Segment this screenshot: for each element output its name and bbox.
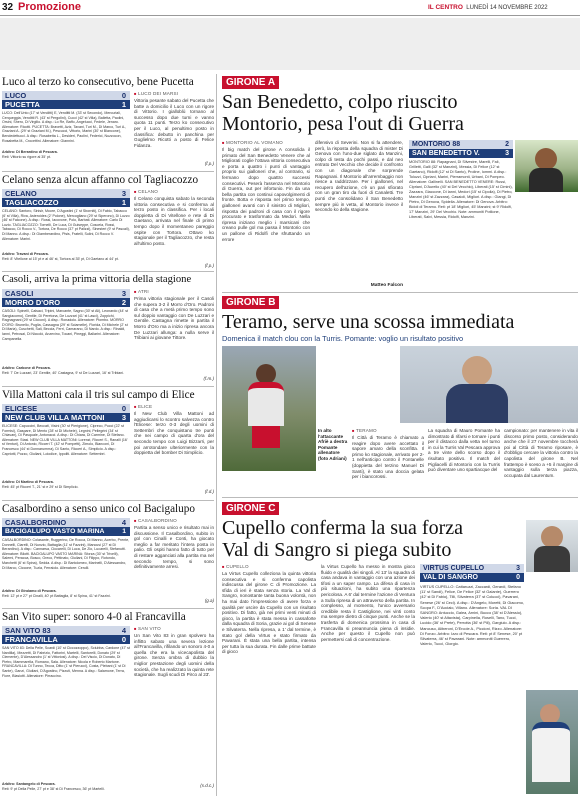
scoreboard-away: PUCETTA 1 — [2, 100, 130, 109]
publication-info: IL CENTRO LUNEDÌ 14 NOVEMBRE 2022 — [428, 4, 548, 11]
top-banner-ad — [0, 18, 580, 70]
author-sign: (s.d.c.) — [200, 783, 214, 788]
author-sign: Matteo Falcon — [370, 283, 403, 288]
article-title: San Vito super: sonoro 4-0 al Francavilla — [2, 611, 186, 623]
referee: Arbitro: Carbone di Pescara. — [2, 366, 51, 370]
formations: VIRTUS CUPELLO: Cattaruzzi, Zaccardi, Gerardi, Stefano (11' st Sandi), Felice, De Felice (32' st Galante), Guerrero (42' st Di Fabio), Tilli, Silvaterra (37' st Colucci), Pavarani, Senese (26' st Ceci). A disp.: D'Angelo, Moretti, Di Giacomo, Scopa F., D'Acciaio, Villano. Allenatore: Soria. VAL DI SANGRO: Antuccio, Galea, Arnini, Bucco (38' st D'Alessio), Valerio (40' st Altavista), Carpinella, Roselli, Tano, Tucci, Lucido (36' st Prete), Perrotta (36' st Pili), Gargiulo. A disp.: Mancuso, Aliberoni, D'Ercole A., Piccioni, Rizzo. Allenatore: Di Fonzo. Arbitro: Izzo di Pescara. Reti: pt 8' Senese, 20' pt Silvaterra, 46' st Pavarani. Note: ammoniti Guerrero, Valerio, Tucci, Giorgio. — [420, 584, 524, 647]
scoreboard-away: VAL DI SANGRO 0 — [420, 573, 524, 582]
author-sign: (f.p.) — [204, 161, 214, 166]
photo-caption: In alto l'attaccante Afriè a destra Pomante allenatore (foto Adriani) — [318, 428, 348, 461]
referee: Arbitro: Travani di Pescara. — [2, 252, 49, 256]
player-photo — [515, 140, 578, 192]
referee: Arbitro: Di Berardino di Pescara. — [2, 150, 58, 154]
goals: Reti: Vittorio su rigore al 35' pt. — [2, 155, 51, 159]
dateline: ■ LUCO DEI MARSI — [134, 91, 178, 96]
article-body-col-2: difensivo di Severini. Non si fa attendere, però, la risposta della squadra di mister Di Genova con l'uno-due siglato da Manzini, colpo di testa da pochi passi, e dal neo entrato Del Vecchio che decide il confronto con un diagonale che sorprende Rapagnani. Il Montorio all'arrembaggio non riesce a raddrizzare. Per i gialloneri, nel recupero dell'azione, c'è un pari sfiorato con un gran tiro da fuori di Canaletti. Tre punti che consolidano il San Benedetto sempre più in vetta, al Montorio invece il secondo ko della stagione. — [315, 140, 403, 213]
article-body: Partita a senso unico e risultato mai in discussione. Il Casalbordino, subito in gol con Cinalli e Conti, ha giocato meglio a far meritato l'intera posta in palio. Gli ospiti hanno fatto di tutto per di restare agganciati alla partita ma nel secondo tempo, si sono definitivamente arresi. — [134, 525, 214, 570]
dateline: ■ CUPELLO — [222, 564, 249, 569]
formations: MONTORIO 88: Rapagnani, Di Silvestre, Marelli, Falì, Grilletti, Galli (32' st Manzini), Messia, Di Felice (12' st Gaetano), Ridolfi (12' st Di Santo), Proline, Iommi. A disp.: Tolozzi, Cipriani, Marini, Pierramonti, Urbani, Di Pompeo. Allenatore: Gallinelli. SAN BENEDETTO VENERE: Russi, Cipriani, D'Aurelio (40' st Del Vecchio), Liberati (15' st Cimini), Zazzara, Giaccone, Di Ianni, Medori (15' st Cipolla), Di Pietro, Manzini (46' st Zazzara), Casaioli, Migliori. A disp.: Giangi, Di Pietro, Di Genova, Spidella. Allenatore: Di Genova. Arbitro: Bidoli di Teramo. Reti: pt 18' Migliori, 45' Manzini; st 9' Ridolfi, 17' Manzini, 29' Del Vecchio. Note: ammoniti Potilone, Liberati, Salvi, Messia, Ridolfi, Manzini. — [409, 160, 513, 219]
author-sign: (f.p.) — [204, 263, 214, 268]
scoreboard-away: SAN BENEDETTO V. 3 — [409, 149, 513, 158]
goals: Reti: 12' pt e 27' pt Cinalli, 40' pt Battaglia, 8' st Spina, 41' st Fazzini. — [2, 594, 111, 598]
article-title: Casoli, arriva la prima vittoria della stagione — [2, 274, 192, 285]
group-a-tag: GIRONE A — [222, 76, 279, 89]
article-body-col-3: campionato: per mantenere in vita il discorso primo posto, considerando anche che il 27 novembre toccherà poi al Città di Teramo riposare, è d'obbligo cercare la vittoria contro la capolista del girone B. Nel frattempo è sceso a +5 il margine di vantaggio sulla terza piazza, occupata dal Laurentum. — [504, 428, 578, 478]
formations: ELICESE: Capuccini, Beccati, Visini (30' st Pierigione), Cipreco, Pucci (22' st Formisi), Gaspare, Di Mento (28' st Di Michele), Legnini, Pellegrini (34' st Chiavan), Di Pasquale, Antonacci. A disp.: Di Chiara, Di Carmine, Di Stefano. Allenatore: Stasi. NEW CLUB VILLA MATTONI: Lorenzi, Ricceri S., Ranalli (16' st Venturi), Di Antonio, Ricceri T. (42' st Pompetti), Zimolo, Bianconi, Di Francesco (44' st Donnarumma), Di Santo, Ricceri A., Simplicio. A disp.: Capriotti, Pozzo, Giuliani, Loiodice, Ippoliti. Allenatore: Settembri. — [2, 424, 128, 456]
referee: Arbitro: Di Martino di Pescara. — [2, 480, 54, 484]
page-number: 32 — [2, 2, 14, 13]
headline-line-1: San Benedetto, colpo riuscito — [222, 91, 458, 113]
author-sign: (g.a) — [204, 598, 214, 603]
headline: Teramo, serve una scossa immediata — [222, 311, 515, 333]
article-body-col-2: la Virtus Cupello ha messo in mostra gioco fluido e qualità dei singoli. Al 13' la squadra di casa andava in vantaggio con una azione dei tifosi a un saper campo. La difesa di casa in più situazioni, ha subito una ripartenza pericolosa. A 6' dal termine l'azione di Ventura a Sulla ripresa di un attraverso della partita. In complesso, al momento, l'unico avversario credibile resta il Castiglione, nei vinti conto ma sempre dietro di cinque punti. Anche se la trasferta di domenica prossima in casa di Francavilla si preannuncia piena di insidie. Anche per questo il Cupello non può permettersi cali di concentrazione. — [321, 564, 415, 642]
article-body: Un San Vito 83 in gran spolvero ha inflitto sabato una severa lezione all'Francavilla, rifilando un sonoro 4-0 a quella che era la vicecapolista del girone. Senza ombra di dubbio la miglior prestazione degli uomini della società, che ha realizzato la quinta rete stagionale. Sugli scudi Di Pirco al 23'. — [134, 633, 214, 678]
article-body: Il Celano conquista sabato la seconda vittoria consecutiva e si conferma al terzo posto in classifica. Per i locali doppietta di Di Vitellone e rete di Di Gaetano, arrivata nel finale di primo tempo dopo il momentaneo pareggio ospite con Tortora. Ottavo ko stagionale per il Tagliacozzo, che resta all'ultimo posto. — [134, 196, 214, 246]
scoreboard-home: ELICESE 0 — [2, 404, 130, 413]
coach-photo — [400, 346, 578, 423]
article-body-col-1: Il Città di Teramo è chiamato a reagire dopo avere accettato il sapore amaro della sconfitta. Il primo ko stagionale, arrivato per 2-1 nell'anticipo contro il Fontanelle (doppietta del terzino Manuel Di Santi), è stato una doccia gelata per i biancorossi. — [352, 435, 424, 480]
scoreboard-home: SAN VITO 83 4 — [2, 626, 130, 635]
scoreboard-home: CASOLI 3 — [2, 289, 130, 298]
dateline: ■ SAN VITO — [134, 626, 161, 631]
article-body: Vittoria pesante sabato del Pucetta che batte a domicilio il Luco con un rigore di Vittorio. I gialloblù tornano al successo dopo due turni e vanno quota 11 punti. Terzo ko consecutivo per il Luco, al penultimo posto in classifica: debutto in panchina per Guglielmo Ricotti a posto di Felice Fidanza. — [134, 98, 214, 148]
player-photo-2 — [526, 690, 578, 794]
scoreboard-away: BACIGALUPO VASTO MARINA 1 — [2, 527, 130, 536]
article-title: Villa Mattoni cala il tris sul campo di Elice — [2, 389, 195, 401]
formations: CELANO: Santoro, Sinisir, Moore, D'Agostini (1' st Sborniti), Di Fabio, Tabacco (6' st Villa), Riva, Asteroides (2' Polone), Mercogliano (29' st Siperono), Di Luzzo (46' st Falcone). A disp.: Rossi, Iacovone, Polo, Barbati. Allenatore: Carlo Di Luzio. TAGLIACOZZO: Tornelli, De Luca, Di Guiseppe, Cosceia, Rossi, Tabacco, Di Rocco V., Tortora, De Rocco (37' pt Palizzi), Sinesteri (9' st Pascali), Di Manno. A disp.: Di Giamberardino, Pisis, Fratelli, Sulini, Di Rocco V. Allenatore: Marini. — [2, 209, 130, 241]
goals: Reti: 8' Vitellone al 15' pt e al 46' st, Tortora al 35' pt, Di Gaetano al 44' pt. — [2, 257, 119, 261]
article-title: Luco al terzo ko consecutivo, bene Pucetta — [2, 76, 194, 88]
referee: Arbitro: Di Girolamo di Pescara. — [2, 589, 57, 593]
article-body-col-1: La Virtus Cupello colleziona la quinta vittoria consecutiva e si conferma capolista indiscussa del girone C di Promozione. La sfida di ieri è stata senza storia. La Val di Sangro, nonostante tanta buona volontà, non ha mai dato l'impressione di avere forza e qualità per uscire da Cupello con un risultato positivo. Di fatto, già nei primi venti minuti di gioco, la partita è stata messa in cassaforte dalla squadra di Soria, grazie ai gol di Senese e Silvaterra. Nella ripresa, a 1' dal termine, è stato gol della Virtus e stato firmato da Pavarani. È stata una bella partita, intensa per tutta la sua durata. Fin dalle prime battute di gioco — [222, 571, 316, 655]
formations: CASALBORDINO: Colasante, Ruggerino, De Rocca, Di Manno, Acerbo, Prente, Donnelli, Ciarelli, Di Nunzio, Battaglia (11' st Fazzini), Mancusi (27' st Di Berardino). A disp.: Cannarsa, Ciccarelli, Di Luca, De Zio, Lucarelli, Stefanutti. Allenatore: Bilotti. BACIGALUPO VASTO MARINA: Sforza (30' st Trivelli), Salerni, Peracca, Bosco, Greco, Pettinato, Giuliani, Di Filippo, Rotondo, Marchetti (6' st Spina), Sedda. A disp.: Di Bartolomeo, Marinelli, D'Alessandro, Di Marco, Ciccone, Tuzia, Ferraiolo. Allenatore: Cerulli. — [2, 538, 130, 570]
section-title: Promozione — [18, 1, 81, 13]
goals: Reti: 45' pt Ricceri T., 21' st e 29' st Di Simplicio. — [2, 485, 79, 489]
formations: CASOLI: Spinelli, Calsaci, Tripini, Marcante, Sagno (30' st Ali), Leonardo (44' st Sangiacomo), Gentile, Di Peretona, De Luzzari (41' st Lasci), Zoppichi, Ragnagnani (29' st Cicconi). A disp.: Ronadolo. Allenatore: Piombo. MORRO D'ORO: Brunello, Puglia, Cassagna (29' st Sciamelle), Florida, Di Michele (2' st Di Maria), Cuschetti, Sali, Beccia, Ferri, Camarano, Di Nardo. A disp.: Rinaldi, Ianni, Petrosai, Di Niccolò, Anzevino, Tocani, Pineggi, Ballarini. Allenatore: Campanella. — [2, 309, 129, 341]
scoreboard-away: FRANCAVILLA 0 — [2, 635, 130, 644]
dateline: ■ ATRI — [134, 289, 149, 294]
headline-line-2: Montorio, pesa l'out di Guerra — [222, 113, 464, 135]
scoreboard-home: MONTORIO 88 2 — [409, 140, 513, 149]
article-body: Il New Club Villa Mattoni ad aggiudicarsi lo scontro salvezza contro l'Elicese: terzo 0-3 degli uomini di Settembri che conquistano tre punti che nei campo di quarta d'ora del secondo tempo con Luigi Bizzarri, per poi arrotondare ulteriormente con la doppietta del bomber Di Simplicio. — [134, 411, 214, 456]
scoreboard-home: VIRTUS CUPELLO 3 — [420, 564, 524, 573]
dateline: ■ CELANO — [134, 189, 158, 194]
goals: Reti: 7' De Luzzari, 23' Gentile, 40' Castagna, 9' st De Luzzari, 16' st Tribiani. — [2, 371, 125, 375]
article-title: Casalbordino a senso unico col Bacigalupo — [2, 503, 195, 515]
scoreboard-away: NEW CLUB VILLA MATTONI 3 — [2, 413, 130, 422]
goals: Reti: 9' pt Della Pelle, 27' pt e 38' st Di Francesco, 36' pt Martelli. — [2, 787, 105, 791]
dateline: ■ TERAMO — [352, 428, 377, 433]
dateline: ■ CASALBORDINO — [134, 518, 177, 523]
article-body: Prima vittoria stagionale per il Casoli che supera 3-2 il Morro d'Oro. Padroni di casa che a metà primo tempo sono sul doppio vantaggio con De Luzzari e Gentile. Castagna rimette in partita il Morro d'Oro ma a inizio ripresa ancora De Luzzari allunga: a nulla serve il Tribiani ai giovane Tittore. — [134, 296, 214, 341]
author-sign: (f.d.) — [204, 489, 214, 494]
player-photo — [526, 520, 578, 572]
scoreboard-away: MORRO D'ORO 2 — [2, 298, 130, 307]
article-body-col-1: Il big match del girone A consolida il primato del San Benedetto Venere che al Migliorati coglie l'ottava vittoria consecutiva e porta a quattro i punti di vantaggio proprio sui gialloneri che, al contrario, si fermano dopo quattro successi consecutivi. Peserà l'assenza nel Montorio di Guerra, out per infortunio. Fin da una bella partita con continui capovolgimenti di fronte. Botta e risposta nel primo tempo, gialloneri avanti con il sinistro di Migliori, risposta dei padroni di casa con il rigore procurato e trasformato da Medori. Nella ripresa iniziano meglio i marsicani che creano pulle gol ma passa il Montorio con un pallone di Ridolfi che sfruttando un errore — [222, 147, 310, 242]
dateline: ■ MONTORIO AL VOMANO — [222, 140, 283, 145]
scoreboard-away: TAGLIACOZZO 1 — [2, 198, 130, 207]
article-title: Celano senza alcun affanno col Tagliacozzo — [2, 174, 199, 186]
group-b-tag: GIRONE B — [222, 296, 279, 309]
player-photo-afrie — [222, 346, 316, 471]
column-divider — [216, 74, 217, 796]
formations: LUCO: Dell'Unto (17' st Venditti) E, Venditti M. (33' st Secondo), Mercuriali, Cerqueggia, Venditti R. (43' st Pergolini), Cucci (42' st Villa), Balletta, Paolini, Orsini, Shero, Di Virgilio. A disp.: Lo Re, Baffo, Angelucci, Fedele, Jenaro. Allenatore: Ricotti. PUCETTA: Bravetti, Aziz, Tavani, Turi M., Di Marco, Turi A., Graziani A. (29' st Graziani M.), Pescucci, Vittorio, Marini (30' st Blancone), Bendedettucci. A disp.: Rosabetta L., Desideri, Paolini, Federici, Nuzzocon, Rosabetta M., Crocettini. Allenatore: Giannini. — [2, 111, 127, 143]
dateline: ■ ELICE — [134, 404, 152, 409]
scoreboard-home: LUCO 0 — [2, 91, 130, 100]
scoreboard-home: CELANO 3 — [2, 189, 130, 198]
headline-line-1: Cupello conferma la sua forza — [222, 517, 464, 539]
group-c-tag: GIRONE C — [222, 502, 279, 515]
scoreboard-home: CASALBORDINO 4 — [2, 518, 130, 527]
formations: SAN VITO 83: Della Pelle, Scardi (10' st Ciccozzoppo), Sciubba, Cardone (47' st Nardilla), Mezzetti, Di Fabrizio, Fattorini, Martelli, Santorelli, Donato (29' st Clemente), D'Alessandro (1' st Vittoriosi). A disp.: Del Viscio, Di Donato, Di Pietro, Mammarella, Romano, Sala. Allenatore: Nicola e Roberto Martone. FRANCAVILLA: Di Tunno, Tecca, Ditto (1' st Pierucci), Costa, Plebani (1' st Di Sante), Ganzì, Giuliani, D'Agostino, Pizzuti, Menna. A disp.: Salamone, Terra, Fiore, Blasiotti. Allenatore: Pirraccino. — [2, 646, 130, 678]
subheadline: Domenica il match clou con la Turris. Pomante: voglio un risultato positivo — [222, 334, 464, 343]
referee: Arbitro: Santangelo di Pescara. — [2, 782, 56, 786]
author-sign: (f.m.) — [203, 376, 214, 381]
article-body-col-2: La squadra di Mauro Pomante ha dimostrato di rifarsi e tornare i punti per il distacco dalla vetta nel turno in cui la Turris Val Pescara approva a tre vinte dello scorso dopo il risultato positivo. Il match del Pigliacelli di Montorio con la Turris può diventare uno spartiacque del — [428, 428, 500, 473]
headline-line-2: Val di Sangro si piega subito — [222, 539, 452, 561]
